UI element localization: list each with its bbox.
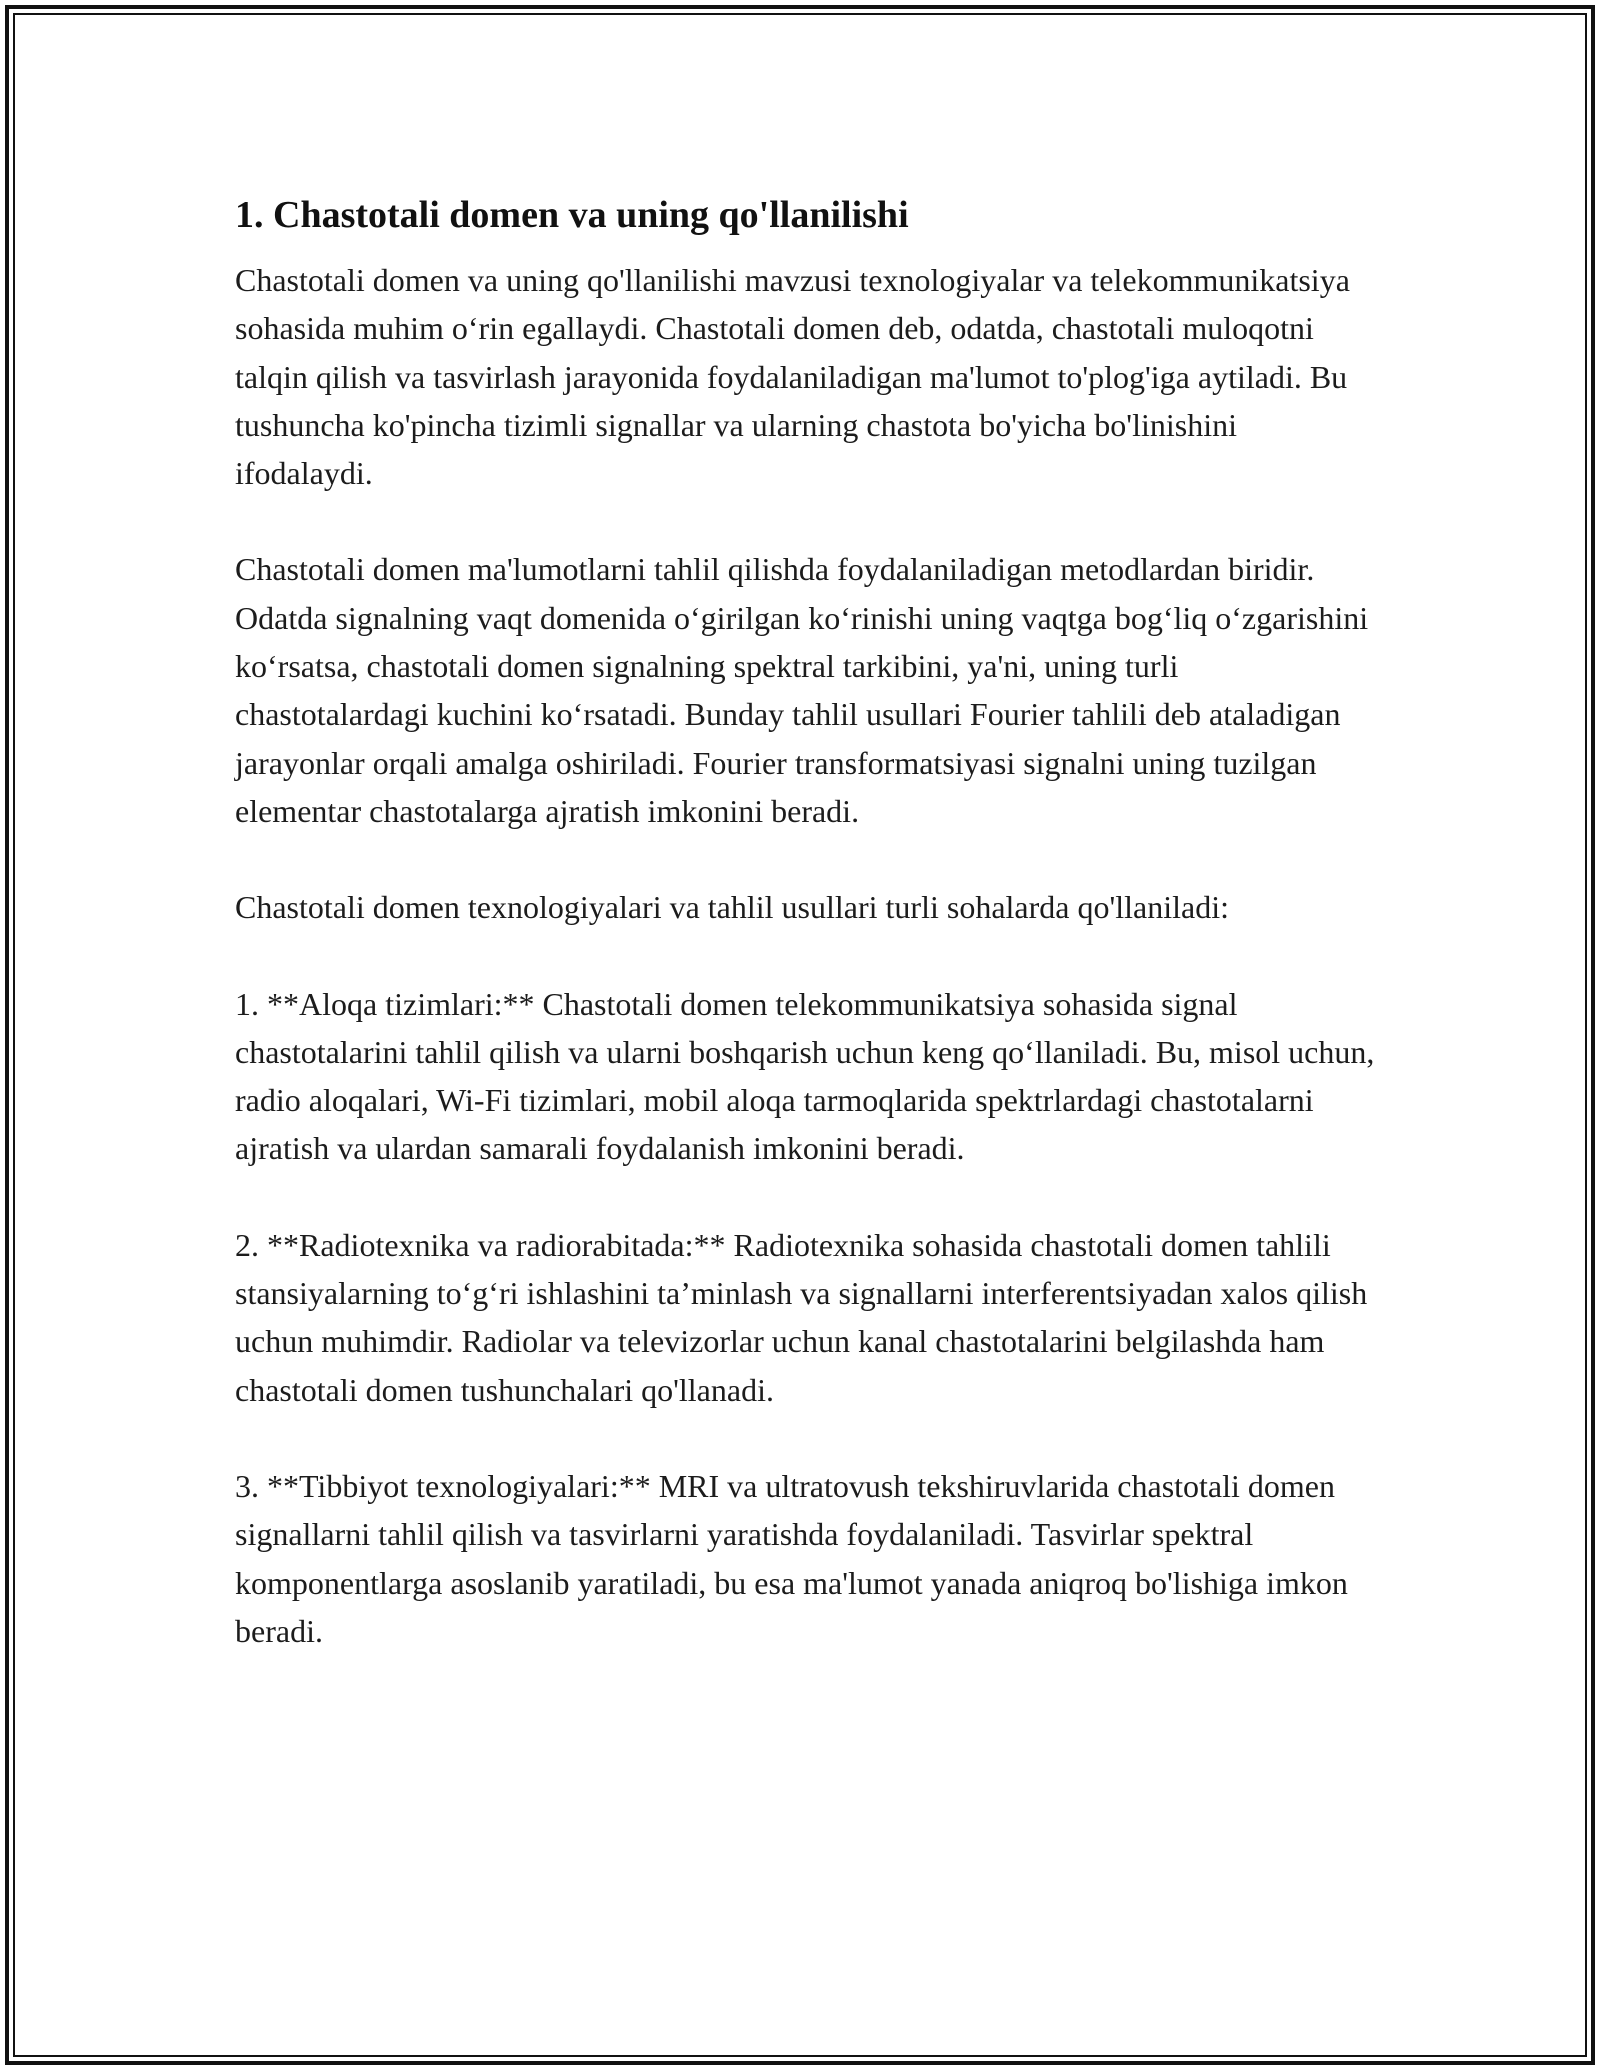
list-item-medical: 3. **Tibbiyot texnologiyalari:** MRI va ultratovush tekshiruvlarida chastotali domen signallarni tahlil qilish va tasvirlarni yaratishda foydalaniladi. Tasvirlar spektral komponentlarga asoslanib yaratiladi, bu esa ma'lumot yanada aniqroq bo'lishiga imkon beradi. [235,1467,1348,1649]
section-heading: 1. Chastotali domen va uning qo'llanilishi [235,194,909,236]
paragraph-gap [235,497,1375,545]
paragraph-gap [235,932,1375,980]
paragraph-gap [235,1173,1375,1221]
paragraph-applications-intro: Chastotali domen texnologiyalari va tahlil usullari turli sohalarda qo'llaniladi: [235,889,1229,926]
paragraph-gap [235,835,1375,883]
list-item-communication: 1. **Aloqa tizimlari:** Chastotali domen telekommunikatsiya sohasida signal chastotalarini tahlil qilish va ularni boshqarish uchun keng qo‘llaniladi. Bu, misol uchun, radio aloqalari, Wi-Fi tizimlari, mobil aloqa tarmoqlarida spektrlardagi chastotalarni ajratish va ulardan samarali foydalanish imkonini beradi. [235,985,1375,1167]
paragraph-analysis: Chastotali domen ma'lumotlarni tahlil qilishda foydalaniladigan metodlardan biridir. Odatda signalning vaqt domenida o‘girilgan ko‘rinishi uning vaqtga bog‘liq o‘zgarishini ko‘rsatsa, chastotali domen signalning spektral tarkibini, ya'ni, uning turli chastotalardagi kuchini ko‘rsatadi. Bunday tahlil usullari Fourier tahlili deb ataladigan jarayonlar orqali amalga oshiriladi. Fourier transformatsiyasi signalni uning tuzilgan elementar chastotalarga ajratish imkonini beradi. [235,551,1369,829]
document-body [235,190,1375,1655]
list-item-radio: 2. **Radiotexnika va radiorabitada:** Radiotexnika sohasida chastotali domen tahlili stansiyalarning to‘g‘ri ishlashini ta’minlash va signallarni interferentsiyadan xalos qilish uchun muhimdir. Radiolar va televizorlar uchun kanal chastotalarini belgilashda ham chastotali domen tushunchalari qo'llanadi. [235,1226,1368,1408]
paragraph-gap [235,1414,1375,1462]
paragraph-intro: Chastotali domen va uning qo'llanilishi mavzusi texnologiyalar va telekommunikatsiya sohasida muhim o‘rin egallaydi. Chastotali domen deb, odatda, chastotali muloqotni talqin qilish va tasvirlash jarayonida foydalaniladigan ma'lumot to'plog'iga aytiladi. Bu tushuncha ko'pincha tizimli signallar va ularning chastota bo'yicha bo'linishini ifodalaydi. [235,262,1350,492]
